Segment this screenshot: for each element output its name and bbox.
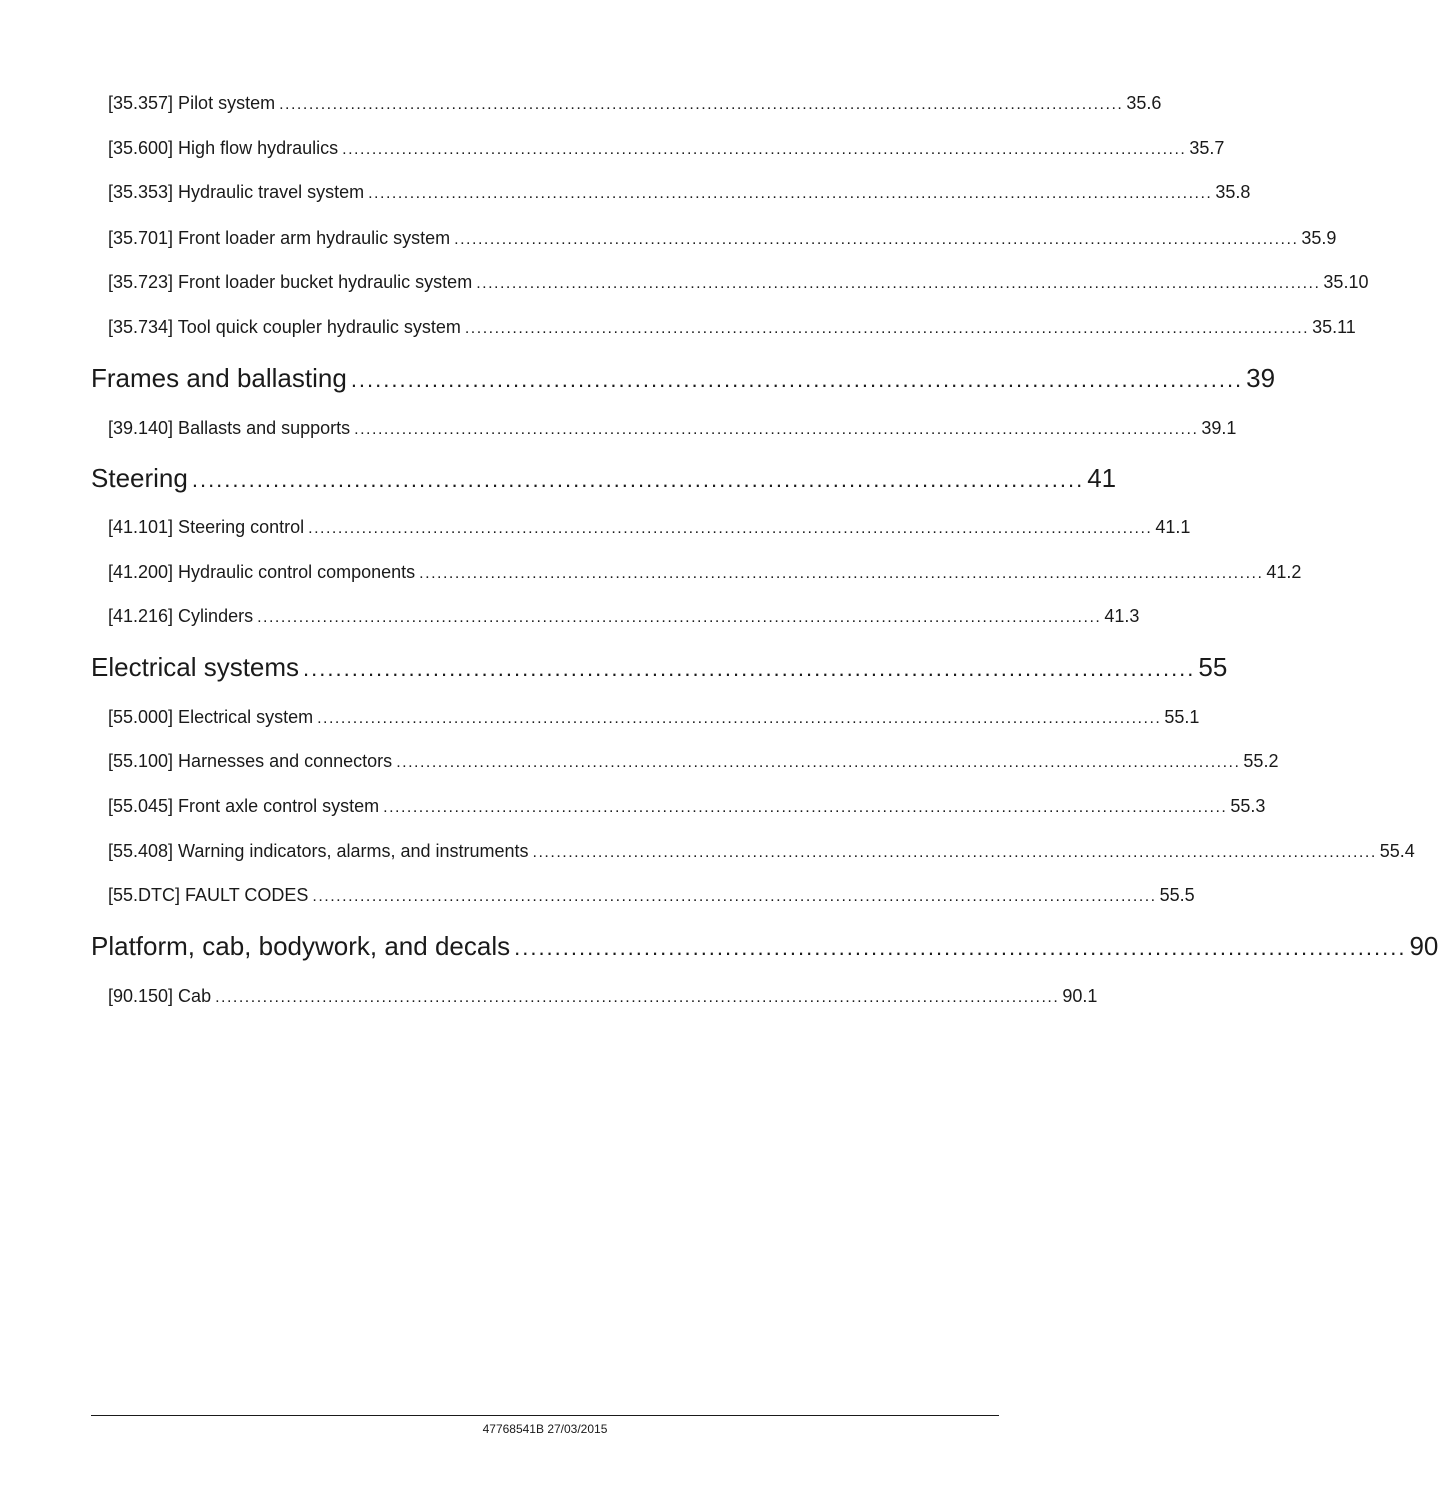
toc-entry-page: 41.2 [1266,562,1302,582]
toc-entry-label: [55.045] Front axle control system [108,796,380,816]
footer-document-id: 47768541B 27/03/2015 [482,1422,608,1436]
dot-leader: .............................................................................................................................................. [257,609,1102,626]
dot-leader: .............................................................................................................................................. [215,989,1060,1006]
toc-section-platform-cab-bodywork-decals[interactable] [91,931,1438,965]
toc-section-page: 90 [1409,931,1438,961]
dot-leader: .............................................................................................................................................. [308,520,1153,537]
toc-entry-page: 35.9 [1301,228,1337,248]
toc-section-label: Frames and ballasting [91,363,347,393]
toc-entry-label: [55.000] Electrical system [108,707,314,727]
toc-entry-55-000[interactable] [108,707,1200,731]
dot-leader: .............................................................................................................. [350,367,1244,392]
toc-entry-55-045[interactable] [108,796,1266,820]
dot-leader: .............................................................................................................................................. [476,275,1321,292]
dot-leader: .............................................................................................................. [303,656,1196,681]
toc-entry-label: [35.357] Pilot system [108,93,276,113]
toc-entry-page: 35.10 [1323,272,1369,292]
toc-entry-label: [35.723] Front loader bucket hydraulic system [108,272,473,292]
dot-leader: .............................................................................................................................................. [279,96,1124,113]
toc-section-page: 39 [1246,363,1276,393]
dot-leader: .............................................................................................................................................. [317,710,1162,727]
toc-entry-page: 39.1 [1201,418,1237,438]
toc-entry-page: 55.1 [1164,707,1200,727]
toc-entry-41-101[interactable] [108,517,1191,541]
toc-entry-page: 55.5 [1159,885,1195,905]
toc-section-frames-and-ballasting[interactable] [91,363,1276,397]
toc-entry-page: 55.4 [1379,841,1415,861]
toc-entry-35-353[interactable] [108,182,1251,206]
dot-leader: .............................................................................................................................................. [532,844,1377,861]
toc-entry-41-200[interactable] [108,562,1302,586]
dot-leader: .............................................................................................................. [191,467,1085,492]
toc-entry-page: 41.3 [1104,606,1140,626]
toc-entry-label: [41.101] Steering control [108,517,305,537]
toc-entry-35-723[interactable] [108,272,1369,296]
toc-entry-label: [35.734] Tool quick coupler hydraulic system [108,317,461,337]
toc-entry-35-600[interactable] [108,138,1225,162]
dot-leader: .............................................................................................................................................. [312,888,1157,905]
toc-entry-55-408[interactable] [108,841,1415,865]
dot-leader: .............................................................................................................................................. [419,565,1264,582]
toc-section-steering[interactable] [91,463,1117,497]
toc-section-label: Platform, cab, bodywork, and decals [91,931,511,961]
toc-entry-page: 90.1 [1062,986,1098,1006]
footer-divider [91,1415,999,1416]
toc-section-electrical-systems[interactable] [91,652,1228,686]
toc-entry-label: [90.150] Cab [108,986,212,1006]
toc-entry-label: [55.DTC] FAULT CODES [108,885,309,905]
toc-entry-page: 55.2 [1243,751,1279,771]
toc-entry-page: 35.6 [1126,93,1162,113]
toc-entry-35-357[interactable] [108,93,1162,117]
dot-leader: .............................................................................................................................................. [464,320,1310,337]
toc-section-page: 55 [1198,652,1228,682]
toc-section-label: Electrical systems [91,652,300,682]
toc-entry-page: 35.8 [1215,182,1251,202]
toc-entry-label: [35.600] High flow hydraulics [108,138,339,158]
toc-entry-55-100[interactable] [108,751,1279,775]
toc-entry-35-701[interactable] [108,228,1337,252]
dot-leader: .............................................................................................................................................. [368,185,1213,202]
toc-entry-label: [35.701] Front loader arm hydraulic system [108,228,451,248]
toc-entry-41-216[interactable] [108,606,1140,630]
toc-entry-label: [55.100] Harnesses and connectors [108,751,393,771]
toc-entry-page: 55.3 [1230,796,1266,816]
toc-entry-35-734[interactable] [108,317,1356,341]
toc-entry-55-dtc[interactable] [108,885,1195,909]
toc-entry-39-140[interactable] [108,418,1237,442]
toc-entry-label: [39.140] Ballasts and supports [108,418,351,438]
dot-leader: .............................................................................................................................................. [396,754,1241,771]
dot-leader: .............................................................................................................................................. [342,141,1187,158]
toc-entry-page: 35.7 [1189,138,1225,158]
toc-entry-label: [55.408] Warning indicators, alarms, and instruments [108,841,529,861]
dot-leader: .............................................................................................................................................. [383,799,1228,816]
toc-section-page: 41 [1087,463,1117,493]
dot-leader: .............................................................................................................................................. [454,231,1299,248]
toc-section-label: Steering [91,463,188,493]
toc-entry-label: [41.200] Hydraulic control components [108,562,416,582]
dot-leader: .............................................................................................................................................. [354,421,1199,438]
dot-leader: .............................................................................................................. [514,935,1407,960]
toc-entry-label: [35.353] Hydraulic travel system [108,182,365,202]
toc-entry-page: 41.1 [1155,517,1191,537]
toc-entry-page: 35.11 [1312,317,1356,337]
toc-entry-90-150[interactable] [108,986,1098,1010]
toc-entry-label: [41.216] Cylinders [108,606,254,626]
